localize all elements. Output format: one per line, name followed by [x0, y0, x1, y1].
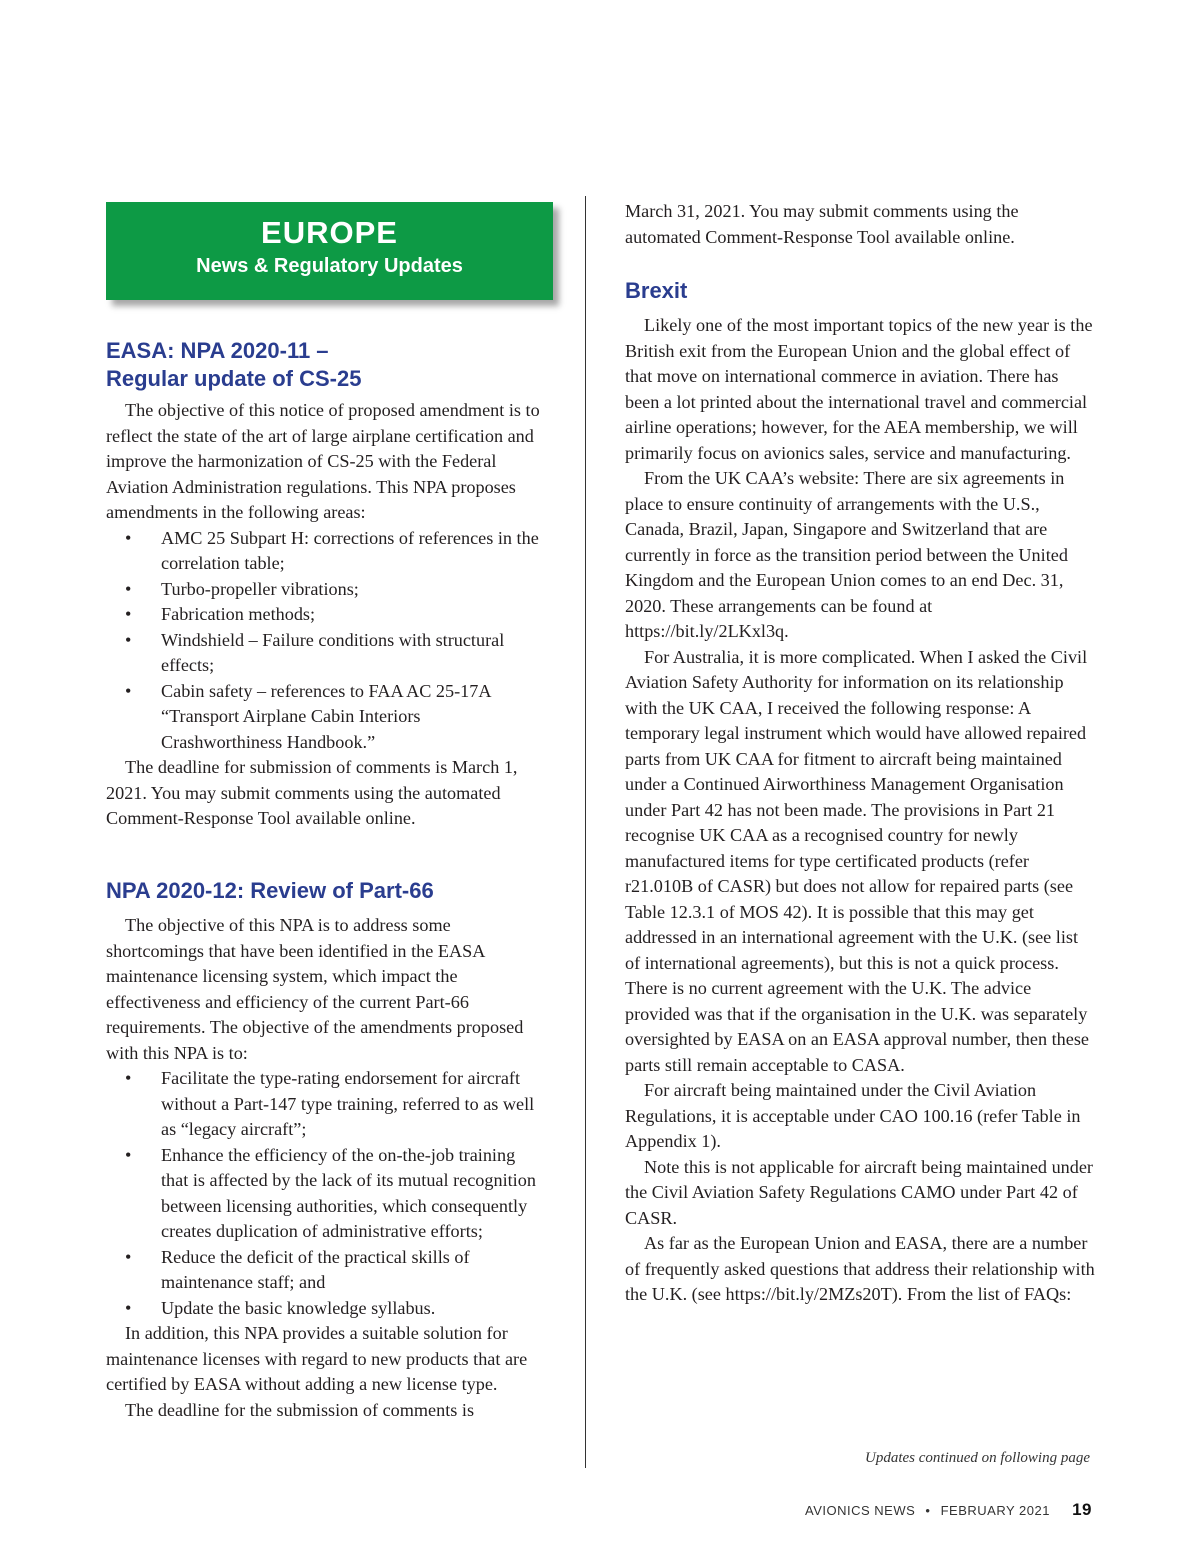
paragraph: The objective of this NPA is to address some shortcomings that have been identified in the EASA maintenance licensing system, which impact the effectiveness and efficiency of the current Part-66 requirements. The objective of the amendments proposed with this NPA is to: [106, 915, 524, 1063]
page-number: 19 [1072, 1500, 1092, 1519]
paragraph: March 31, 2021. You may submit comments using the automated Comment-Response Tool available online. [625, 201, 1019, 247]
list-item: • Facilitate the type-rating endorsement for aircraft without a Part-147 type training, referred to as well as “legacy aircraft”; [106, 1066, 546, 1143]
paragraph: Likely one of the most important topics of the new year is the British exit from the European Union and the global effect of that move on international commerce in aviation. There has been a lot printed about the international travel and commercial airline operations; however, for the AEA membership, we will primarily focus on avionics sales, service and manufacturing. [625, 315, 1093, 463]
list-item: • Fabrication methods; [106, 602, 546, 628]
issue-date: FEBRUARY 2021 [940, 1503, 1050, 1518]
list-item: • Reduce the deficit of the practical skills of maintenance staff; and [106, 1245, 546, 1296]
paragraph: The objective of this notice of proposed amendment is to reflect the state of the art of large airplane certification and improve the harmonization of CS-25 with the Federal Aviation Administration regulations. This NPA proposes amendments in the following areas: [106, 400, 540, 522]
column-divider [585, 196, 586, 1468]
list-item: • Windshield – Failure conditions with structural effects; [106, 628, 546, 679]
paragraph: As far as the European Union and EASA, there are a number of frequently asked questions that address their relationship with the U.K. (see https://bit.ly/2MZs20T). From the list of FAQs: [625, 1233, 1095, 1304]
list-item: • Update the basic knowledge syllabus. [106, 1296, 546, 1322]
paragraph: For aircraft being maintained under the Civil Aviation Regulations, it is acceptable under CAO 100.16 (refer Table in Appendix 1). [625, 1080, 1081, 1151]
paragraph: In addition, this NPA provides a suitable solution for maintenance licenses with regard to new products that are certified by EASA without adding a new license type. [106, 1323, 528, 1394]
list-item: • Cabin safety – references to FAA AC 25-17A “Transport Airplane Cabin Interiors Crashworthiness Handbook.” [106, 679, 546, 756]
heading-line-2: Regular update of CS-25 [106, 366, 362, 391]
list-item: • AMC 25 Subpart H: corrections of references in the correlation table; [106, 526, 546, 577]
list-item: • Enhance the efficiency of the on-the-job training that is affected by the lack of its mutual recognition between licensing authorities, which consequently creates duplication of administrative efforts; [106, 1143, 546, 1245]
banner-subtitle: News & Regulatory Updates [196, 255, 463, 277]
paragraph: The deadline for the submission of comments is [125, 1399, 475, 1420]
paragraph: Note this is not applicable for aircraft being maintained under the Civil Aviation Safety Regulations CAMO under Part 42 of CASR. [625, 1156, 1093, 1228]
continued-note: Updates continued on following page [865, 1450, 1090, 1466]
paragraph: The deadline for submission of comments is March 1, 2021. You may submit comments using the automated Comment-Response Tool available online. [106, 757, 518, 828]
page-footer [805, 1500, 1092, 1520]
publication-name: AVIONICS NEWS [805, 1503, 916, 1518]
footer-separator: • [925, 1503, 931, 1518]
section-banner [106, 202, 553, 300]
npa-2020-12-body [106, 913, 546, 1423]
continuation-paragraph [625, 199, 1095, 250]
heading-brexit: Brexit [625, 278, 688, 303]
bullet-list [106, 1066, 546, 1321]
heading-npa-2020-11 [106, 337, 361, 393]
banner-title: EUROPE [261, 215, 398, 250]
heading-npa-2020-12: NPA 2020-12: Review of Part-66 [106, 878, 434, 903]
paragraph: From the UK CAA’s website: There are six agreements in place to ensure continuity of arrangements with the U.S., Canada, Brazil, Japan, Singapore and Switzerland that are currently in force as the transition period between the United Kingdom and the European Union comes to an end Dec. 31, 2020. These arrangements can be found at https://bit.ly/2LKxl3q. [625, 468, 1068, 641]
npa-2020-11-body [106, 398, 546, 832]
list-item: • Turbo-propeller vibrations; [106, 577, 546, 603]
bullet-list [106, 526, 546, 756]
heading-line-1: EASA: NPA 2020-11 – [106, 338, 329, 363]
brexit-body [625, 313, 1095, 1308]
paragraph: For Australia, it is more complicated. When I asked the Civil Aviation Safety Authority for information on its relationship with the UK CAA, I received the following response: A temporary legal instrument which would have allowed repaired parts from UK CAA for fitment to aircraft being maintained under a Continued Airworthiness Management Organisation under Part 42 has not been made. The provisions in Part 21 recognise UK CAA as a recognised country for newly manufactured items for type certificated products (refer r21.010B of CASR) but does not allow for repaired parts (see Table 12.3.1 of MOS 42). It is possible that this may get addressed in an international agreement with the U.K. (see list of international agreements), but this is not a quick process. There is no current agreement with the U.K. The advice provided was that if the organisation in the U.K. was separately oversighted by EASA on an EASA approval number, then these parts still remain acceptable to CASA. [625, 646, 1089, 1075]
